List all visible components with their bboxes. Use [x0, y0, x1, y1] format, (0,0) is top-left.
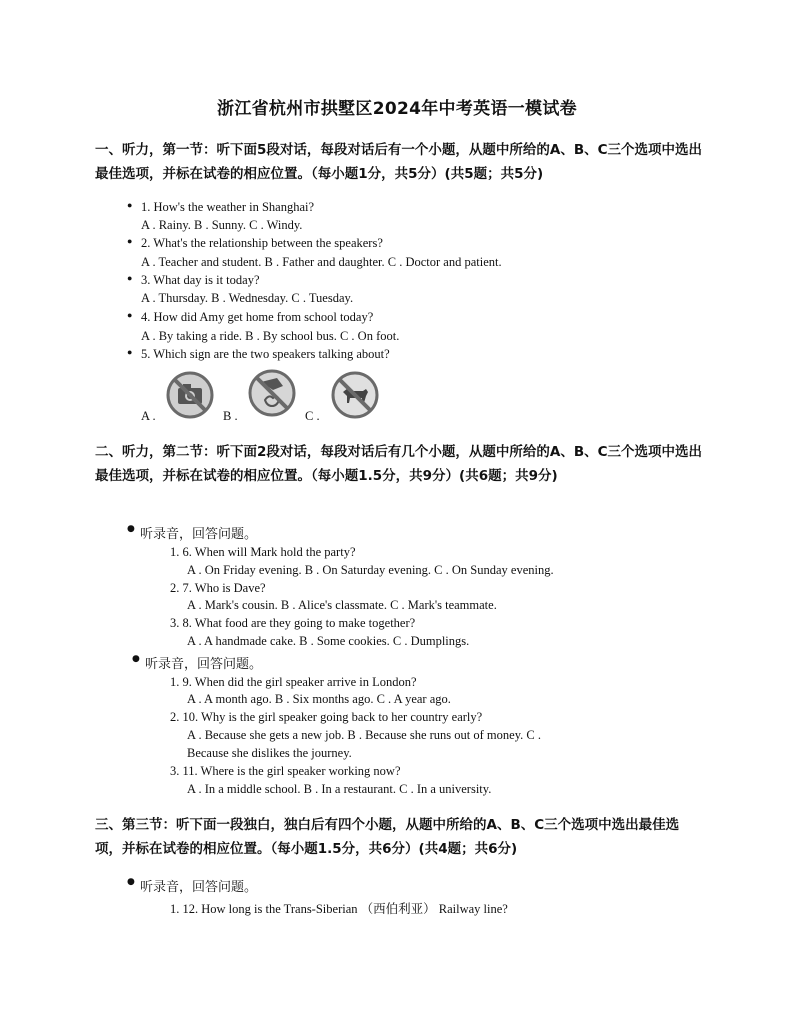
- group-2-intro: ● 听录音，回答问题。: [145, 653, 262, 672]
- question-5-stem: ● 5. Which sign are the two speakers talking about?: [141, 347, 390, 362]
- question-6-options: A . On Friday evening. B . On Saturday evening. C . On Sunday evening.: [187, 563, 554, 577]
- question-11-options: A . In a middle school. B . In a restaurant. C . In a university.: [187, 782, 492, 796]
- question-8-options: A . A handmade cake. B . Some cookies. C . Dumplings.: [187, 634, 470, 648]
- question-10-stem: 2. 10. Why is the girl speaker going back to her country early?: [170, 710, 483, 724]
- question-8-stem: 3. 8. What food are they going to make together?: [170, 616, 416, 630]
- question-1-options: A . Rainy. B . Sunny. C . Windy.: [141, 218, 303, 232]
- section-3-heading: 三、第三节：听下面一段独白，独白后有四个小题，从题中所给的A、B、C三个选项中选出最佳选项，并标在试卷的相应位置。（每小题1.5分，共6分）(共4题；共6分): [95, 817, 680, 857]
- question-2-stem: ● 2. What's the relationship between the speakers?: [141, 236, 383, 251]
- sign-label-a: A .: [141, 409, 156, 423]
- section-2-heading: 二、听力，第二节：听下面2段对话，每段对话后有几个小题，从题中所给的A、B、C三个选项中选出最佳选项，并标在试卷的相应位置。（每小题1.5分，共9分）(共6题；共9分): [95, 444, 703, 484]
- question-2-options: A . Teacher and student. B . Father and daughter. C . Doctor and patient.: [141, 255, 502, 269]
- no-pet-litter-icon: [247, 368, 297, 418]
- question-7-stem: 2. 7. Who is Dave?: [170, 581, 266, 595]
- question-9-stem: 1. 9. When did the girl speaker arrive in London?: [170, 675, 417, 689]
- question-4-options: A . By taking a ride. B . By school bus. C . On foot.: [141, 329, 400, 343]
- question-10-options-cont: Because she dislikes the journey.: [187, 746, 352, 760]
- question-3-stem: ● 3. What day is it today?: [141, 273, 260, 288]
- question-6-stem: 1. 6. When will Mark hold the party?: [170, 545, 356, 559]
- question-1-stem: ● 1. How's the weather in Shanghai?: [141, 200, 314, 215]
- group-1-intro: ● 听录音，回答问题。: [140, 523, 257, 542]
- page-title: 浙江省杭州市拱墅区2024年中考英语一模试卷: [217, 99, 577, 119]
- question-3-options: A . Thursday. B . Wednesday. C . Tuesday.: [141, 291, 354, 305]
- question-4-stem: ● 4. How did Amy get home from school today?: [141, 310, 373, 325]
- no-dogs-icon: [330, 370, 380, 420]
- question-11-stem: 3. 11. Where is the girl speaker working now?: [170, 764, 401, 778]
- no-camera-icon: [165, 370, 215, 420]
- sign-label-c: C .: [305, 409, 320, 423]
- question-10-options: A . Because she gets a new job. B . Because she runs out of money. C .: [187, 728, 541, 742]
- question-7-options: A . Mark's cousin. B . Alice's classmate. C . Mark's teammate.: [187, 598, 497, 612]
- question-9-options: A . A month ago. B . Six months ago. C . A year ago.: [187, 692, 451, 706]
- sign-label-b: B .: [223, 409, 238, 423]
- section-1-heading: 一、听力，第一节：听下面5段对话，每段对话后有一个小题，从题中所给的A、B、C三个选项中选出最佳选项，并标在试卷的相应位置。（每小题1分，共5分）(共5题；共5分): [95, 142, 703, 182]
- question-12-stem: 1. 12. How long is the Trans-Siberian （西伯利亚） Railway line?: [170, 902, 508, 916]
- section-3-intro: ● 听录音，回答问题。: [140, 876, 257, 895]
